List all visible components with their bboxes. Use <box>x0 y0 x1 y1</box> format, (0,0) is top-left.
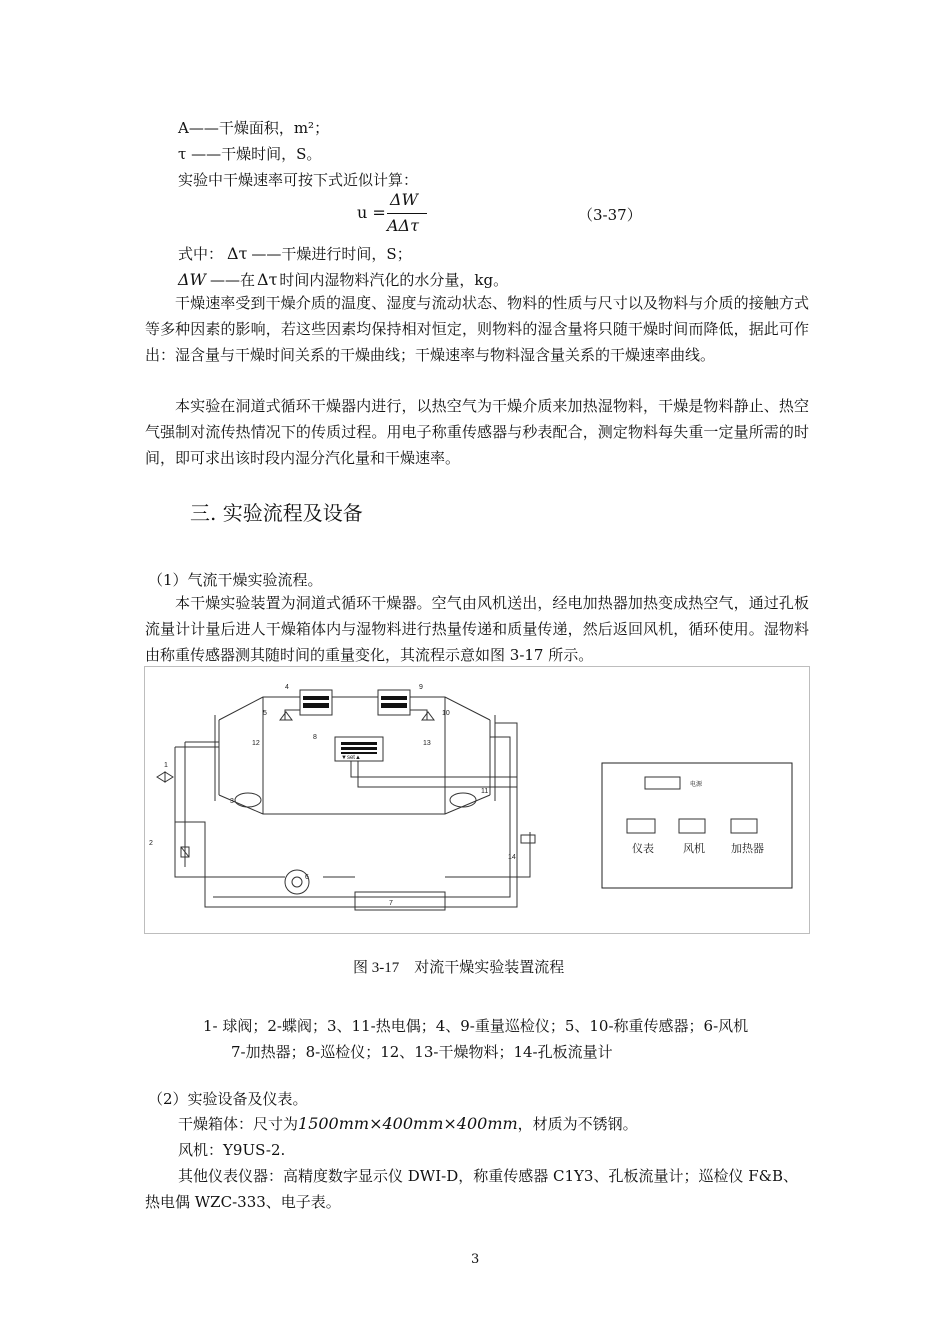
flow-diagram-svg <box>145 667 809 933</box>
page-number: 3 <box>471 1252 480 1267</box>
legend-line-1: 1- 球阀；2-蝶阀；3、11-热电偶；4、9-重量巡检仪；5、10-称重传感器；6-风机 <box>203 1017 749 1035</box>
where-prefix: 式中： <box>178 245 224 263</box>
label-heater: 加热器 <box>731 843 764 855</box>
label-12: 12 <box>252 740 260 747</box>
label-13: 13 <box>423 740 431 747</box>
fraction-bar <box>387 213 427 214</box>
label-2: 2 <box>149 840 153 847</box>
box-dimensions: 1500mm×400mm×400mm <box>298 1114 518 1133</box>
paragraph-drying-rate-factors: 干燥速率受到干燥介质的温度、湿度与流动状态、物料的性质与尺寸以及物料与介质的接触方式等多种因素的影响，若这些因素均保持相对恒定，则物料的湿含量将只随干燥时间而降低，据此可作出：湿含量与干燥时间关系的干燥曲线；干燥速率与物料湿含量关系的干燥速率曲线。 <box>145 294 809 364</box>
formula-lhs: u = <box>357 203 386 222</box>
legend-line-2: 7-加热器；8-巡检仪；12、13-干燥物料；14-孔板流量计 <box>231 1043 613 1061</box>
equipment-box-line <box>178 1114 638 1134</box>
label-7: 7 <box>389 900 393 907</box>
paragraph-flow-description: 本干燥实验装置为洞道式循环干燥器。空气由风机送出，经电加热器加热变成热空气，通过孔板流量计计量后进人干燥箱体内与湿物料进行热量传递和质量传递，然后返回风机，循环使用。湿物料由称重传感器测其随时间的重量变化，其流程示意如图 3-17 所示。 <box>145 594 809 664</box>
symbol-tau-definition: τ ——干燥时间，S。 <box>178 145 322 163</box>
label-3: 3 <box>230 798 234 805</box>
label-14: 14 <box>508 854 516 861</box>
paragraph-experiment-description: 本实验在洞道式循环干燥器内进行，以热空气为干燥介质来加热湿物料，干燥是物料静止、热空气强制对流传热情况下的传质过程。用电子称重传感器与秒表配合，测定物料每失重一定量所需的时间，即可求出该时段内湿分汽化量和干燥速率。 <box>145 397 809 467</box>
dw-description-a: ——在 <box>210 271 256 289</box>
symbol-a-definition: A——干燥面积，m²； <box>178 119 330 137</box>
where-dt-line <box>178 244 412 264</box>
label-set: ▼set▲ <box>341 755 361 761</box>
where-dw-line <box>178 270 508 290</box>
equipment-others-2: 热电偶 WZC-333、电子表。 <box>145 1193 341 1211</box>
label-6: 6 <box>305 874 309 881</box>
dt-symbol: Δτ <box>227 244 248 263</box>
figure-caption: 图 3-17 对流干燥实验装置流程 <box>353 960 565 976</box>
label-meter: 仪表 <box>632 843 654 855</box>
label-fan: 风机 <box>683 843 705 855</box>
equipment-others-1: 其他仪表仪器：高精度数字显示仪 DWI-D，称重传感器 C1Y3、孔板流量计；巡检仪 F&B、 <box>178 1167 799 1185</box>
label-1: 1 <box>164 762 168 769</box>
label-10: 10 <box>442 710 450 717</box>
dw-symbol: ΔW <box>178 270 206 289</box>
label-8: 8 <box>313 734 317 741</box>
box-prefix: 干燥箱体：尺寸为 <box>178 1115 299 1133</box>
label-power: 电源 <box>690 782 703 788</box>
dw-description-symbol: Δτ <box>257 270 278 289</box>
formula-number: （3-37） <box>578 206 642 224</box>
formula-numerator: ΔW <box>390 190 418 209</box>
equipment-fan: 风机：Y9US-2. <box>178 1141 286 1159</box>
label-11: 11 <box>481 788 489 795</box>
dt-description: ——干燥进行时间，S； <box>251 245 412 263</box>
dw-description-b: 时间内湿物料汽化的水分量，kg。 <box>279 271 509 289</box>
label-9: 9 <box>419 684 423 691</box>
label-5: 5 <box>263 710 267 717</box>
section-heading: 三. 实验流程及设备 <box>190 501 363 525</box>
formula-denominator: AΔτ <box>387 216 419 235</box>
subsection-equipment: （2）实验设备及仪表。 <box>148 1090 308 1108</box>
subsection-flow: （1）气流干燥实验流程。 <box>148 571 323 589</box>
box-suffix: ，材质为不锈钢。 <box>517 1115 638 1133</box>
approx-calc-line: 实验中干燥速率可按下式近似计算： <box>178 171 419 189</box>
flow-diagram <box>144 666 810 934</box>
label-4: 4 <box>285 684 289 691</box>
